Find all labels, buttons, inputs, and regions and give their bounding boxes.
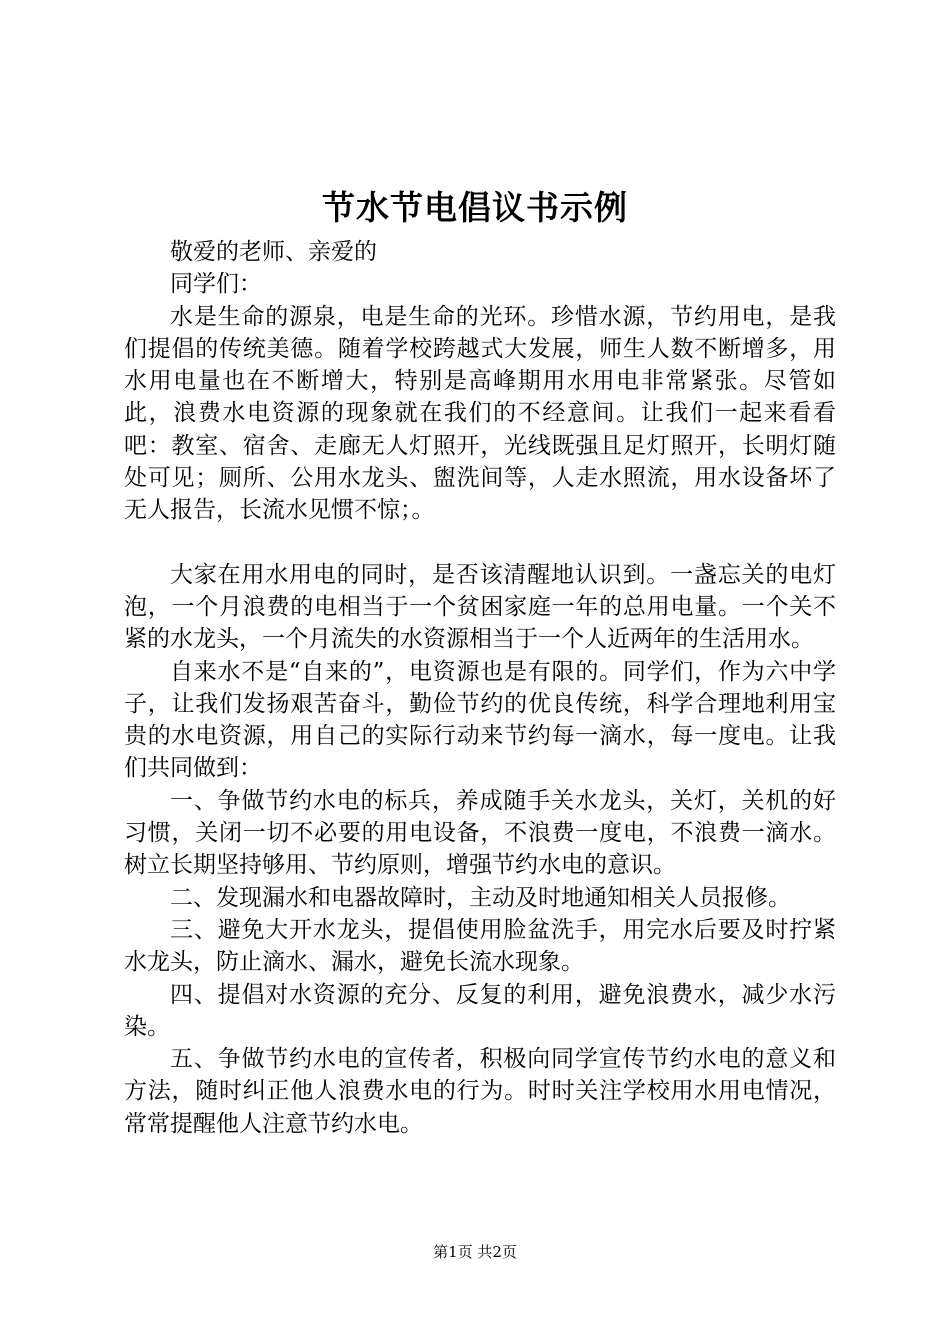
page-footer: 第1页 共2页 (433, 1243, 517, 1261)
list-item-1: 一、争做节约水电的标兵，养成随手关水龙头，关灯，关机的好习惯，关闭一切不必要的用电设备，不浪费一度电，不浪费一滴水。树立长期坚持够用、节约原则，增强节约水电的意识。 (124, 787, 836, 879)
list-item-2: 二、发现漏水和电器故障时，主动及时地通知相关人员报修。 (170, 884, 791, 911)
paragraph-call-to-action: 自来水不是“自来的”，电资源也是有限的。同学们，作为六中学子，让我们发扬艰苦奋斗，勤俭节约的优良传统，科学合理地利用宝贵的水电资源，用自己的实际行动来节约每一滴水，每一度电。让我们共同做到： (124, 658, 836, 782)
list-item-3: 三、避免大开水龙头，提倡使用脸盆洗手，用完水后要及时拧紧水龙头，防止滴水、漏水，避免长流水现象。 (124, 916, 836, 976)
salutation-line-2: 同学们： (170, 271, 262, 298)
document-body (124, 236, 836, 1140)
list-item-4: 四、提倡对水资源的充分、反复的利用，避免浪费水，减少水污染。 (124, 981, 836, 1040)
list-item-5: 五、争做节约水电的宣传者，积极向同学宣传节约水电的意义和方法，随时纠正他人浪费水电的行为。时时关注学校用水用电情况，常常提醒他人注意节约水电。 (124, 1046, 836, 1137)
paragraph-intro: 水是生命的源泉，电是生命的光环。珍惜水源，节约用电，是我们提倡的传统美德。随着学校跨越式大发展，师生人数不断增多，用水用电量也在不断增大，特别是高峰期用水用电非常紧张。尽管如此，浪费水电资源的现象就在我们的不经意间。让我们一起来看看吧：教室、宿舍、走廊无人灯照开，光线既强且足灯照开，长明灯随处可见；厕所、公用水龙头、盥洗间等，人走水照流，用水设备坏了无人报告，长流水见惯不惊；。 (124, 303, 836, 524)
paragraph-awareness: 大家在用水用电的同时，是否该清醒地认识到。一盏忘关的电灯泡，一个月浪费的电相当于一个贫困家庭一年的总用电量。一个关不紧的水龙头，一个月流失的水资源相当于一个人近两年的生活用水。 (124, 561, 836, 653)
document-title: 节水节电倡议书示例 (322, 188, 628, 227)
salutation-line-1: 敬爱的老师、亲爱的 (170, 239, 377, 265)
